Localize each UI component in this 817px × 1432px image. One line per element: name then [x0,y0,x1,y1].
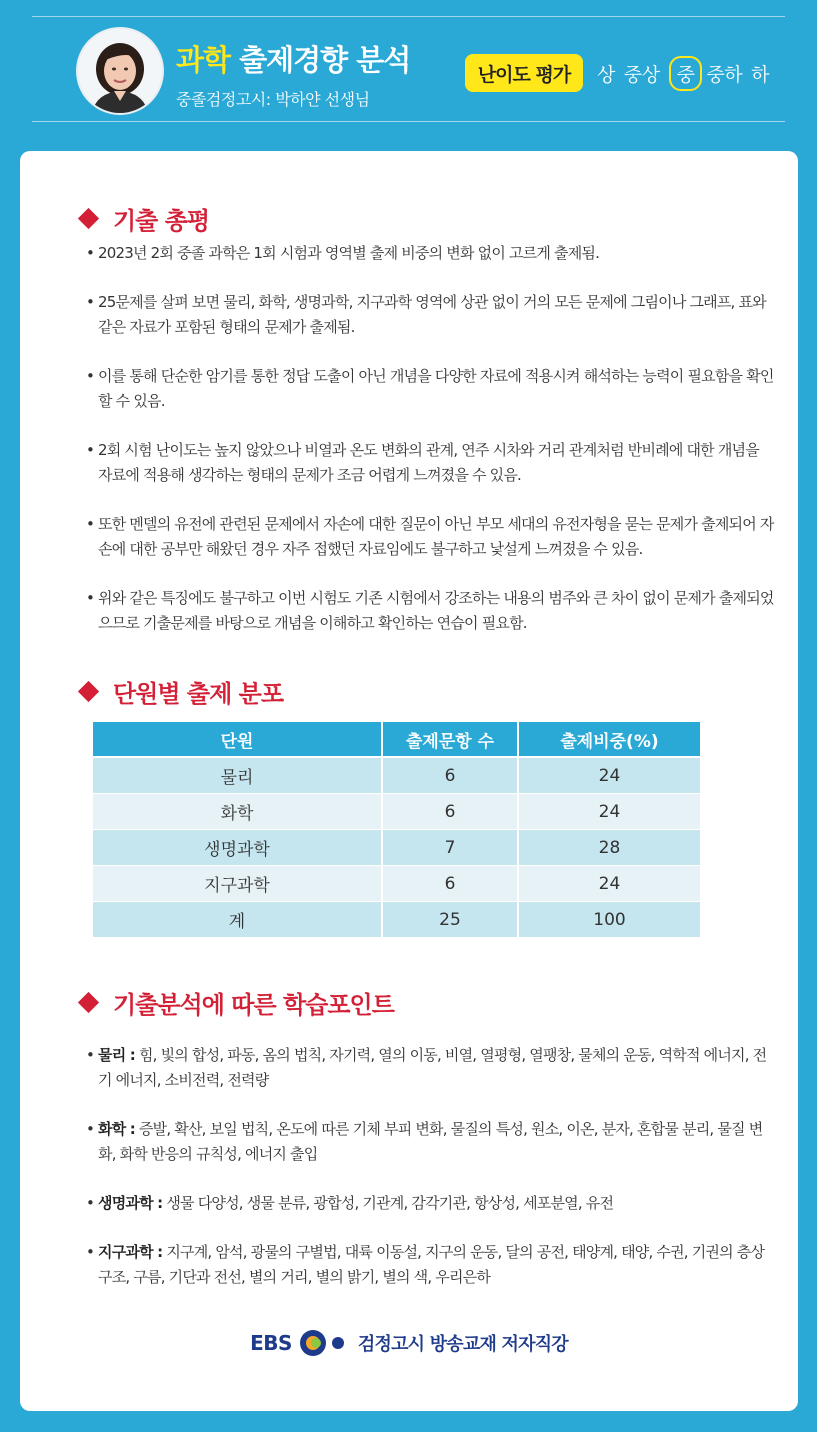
list-item: • 2023년 2회 중졸 과학은 1회 시험과 영역별 출제 비중의 변화 없이 고르게 출제됨. [84,241,774,266]
table-cell: 24 [519,794,700,830]
point-label: 지구과학 : [98,1243,163,1261]
page-subtitle: 중졸검정고시: 박하얀 선생님 [176,90,370,109]
level-mid-high: 중상 [623,63,660,86]
content-card [20,151,798,1411]
list-item: • 25문제를 살펴 보면 물리, 화학, 생명과학, 지구과학 영역에 상관 없이 거의 모든 문제에 그림이나 그래프, 표와 같은 자료가 포함된 형태의 문제가 출제됨. [84,290,774,340]
table-cell: 물리 [93,758,383,794]
table-cell: 28 [519,830,700,866]
title-rest: 출제경향 분석 [230,43,411,77]
table-cell: 6 [383,758,519,794]
table-header-row [93,722,700,758]
list-item: • 이를 통해 단순한 암기를 통한 정답 도출이 아닌 개념을 다양한 자료에 적용시켜 해석하는 능력이 필요함을 확인할 수 있음. [84,364,774,414]
table-cell: 지구과학 [93,866,383,902]
section-summary-title [78,201,209,236]
table-cell: 24 [519,866,700,902]
point-label: 화학 : [98,1120,136,1138]
section-distribution-label: 단원별 출제 분포 [113,680,283,708]
table-row [93,794,700,830]
list-item: • 또한 멘델의 유전에 관련된 문제에서 자손에 대한 질문이 아닌 부모 세대의 유전자형을 묻는 문제가 출제되어 자손에 대한 공부만 해왔던 경우 자주 접했던 자료임에도 불구하고 낯설게 느껴졌을 수 있음. [84,512,774,562]
point-text: 힘, 빛의 합성, 파동, 옴의 법칙, 자기력, 열의 이동, 비열, 열평형, 열팽창, 물체의 운동, 역학적 에너지, 전기 에너지, 소비전력, 전력량 [98,1046,767,1089]
title-block [176,38,410,110]
distribution-table [93,722,700,938]
section-distribution-title [78,674,283,709]
table-cell: 24 [519,758,700,794]
table-row-total [93,902,700,938]
level-high: 상 [597,63,615,86]
ebs-brand: EBS [250,1331,292,1355]
table-row [93,866,700,902]
point-text: 증발, 확산, 보일 법칙, 온도에 따른 기체 부피 변화, 물질의 특성, 원소, 이온, 분자, 혼합물 분리, 물질 변화, 화학 반응의 규칙성, 에너지 출입 [98,1120,763,1163]
teacher-avatar [76,27,164,115]
list-item [84,1240,774,1290]
footer [20,1328,798,1358]
table-cell: 25 [383,902,519,938]
difficulty-badge: 난이도 평가 [465,54,583,92]
table-header-cell: 출제비중(%) [519,722,700,758]
point-label: 물리 : [98,1046,136,1064]
level-mid-low: 중하 [706,63,743,86]
list-item [84,1043,774,1093]
section-points-title [78,985,394,1020]
point-text: 생물 다양성, 생물 분류, 광합성, 기관계, 감각기관, 항상성, 세포분열, 유전 [162,1194,614,1212]
list-item: • 2회 시험 난이도는 높지 않았으나 비열과 온도 변화의 관계, 연주 시차와 거리 관계처럼 반비례에 대한 개념을 자료에 적용해 생각하는 형태의 문제가 조금 어렵게 느껴졌을 수 있음. [84,438,774,488]
section-summary-label: 기출 총평 [113,207,210,235]
level-mid-selected: 중 [669,56,703,91]
table-cell: 계 [93,902,383,938]
page-title [176,38,410,79]
list-item: • 위와 같은 특징에도 불구하고 이번 시험도 기존 시험에서 강조하는 내용의 범주와 큰 차이 없이 문제가 출제되었으므로 기출문제를 바탕으로 개념을 이해하고 확인하는 연습이 필요함. [84,586,774,636]
table-cell: 화학 [93,794,383,830]
table-cell: 6 [383,794,519,830]
title-highlight: 과학 [176,43,231,77]
list-item [84,1191,774,1216]
section-points-label: 기출분석에 따른 학습포인트 [113,991,394,1019]
level-low: 하 [751,63,770,86]
table-cell: 생명과학 [93,830,383,866]
footer-text: 검정고시 방송교재 저자직강 [357,1334,568,1355]
diamond-icon [78,992,99,1013]
table-header-cell: 단원 [93,722,383,758]
table-cell: 7 [383,830,519,866]
difficulty-levels [597,54,778,92]
table-row [93,758,700,794]
table-cell: 6 [383,866,519,902]
ebs-logo-icon [298,1328,346,1358]
table-cell: 100 [519,902,700,938]
summary-list [84,241,774,660]
list-item [84,1117,774,1167]
points-list [84,1043,774,1314]
table-header-cell: 출제문항 수 [383,722,519,758]
point-text: 지구계, 암석, 광물의 구별법, 대륙 이동설, 지구의 운동, 달의 공전, 태양계, 태양, 수권, 기권의 층상 구조, 구름, 기단과 전선, 별의 거리, 별의 밝기, 별의 색, 우리은하 [98,1243,765,1286]
header [0,0,817,140]
table-row [93,830,700,866]
diamond-icon [78,681,99,702]
diamond-icon [78,208,99,229]
point-label: 생명과학 : [98,1194,163,1212]
